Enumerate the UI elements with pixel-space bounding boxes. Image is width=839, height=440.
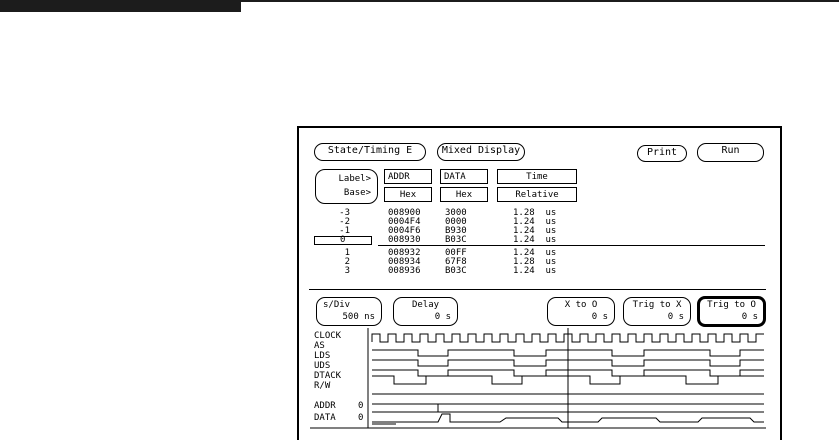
trigger-line (378, 245, 765, 246)
waveform-label: R/W (314, 381, 331, 391)
addr-value: 008932 (388, 248, 421, 258)
trig-to-x-value: 0 s (667, 312, 684, 322)
state-number: 1 (344, 248, 350, 258)
time-value: 1.28 us (513, 257, 557, 267)
time-value: 1.24 us (513, 248, 557, 258)
data-value: 0000 (445, 217, 467, 227)
time-value: 1.24 us (513, 217, 557, 227)
x-to-o-value: 0 s (591, 312, 608, 322)
label-row-text: Label> (338, 174, 371, 184)
x-to-o-label: X to O (564, 300, 598, 310)
print-button[interactable]: Print (637, 145, 687, 162)
addr-label-field[interactable]: ADDR (384, 169, 432, 184)
data-value: 67F8 (445, 257, 467, 267)
bus-value: 0 (358, 413, 364, 423)
trig-to-o-label: Trig to O (707, 300, 756, 310)
time-label-field[interactable]: Time (497, 169, 577, 184)
sdiv-label: s/Div (323, 300, 351, 310)
mode-button[interactable]: State/Timing E (314, 143, 426, 161)
section-divider (309, 289, 766, 290)
trig-to-x-label: Trig to X (632, 300, 682, 310)
x-to-o-field[interactable] (547, 297, 615, 326)
data-value: B930 (445, 226, 467, 236)
time-value: 1.24 us (513, 226, 557, 236)
sdiv-field[interactable] (316, 297, 382, 326)
state-number: -2 (339, 217, 350, 227)
time-value: 1.28 us (513, 208, 557, 218)
state-number: 3 (344, 266, 350, 276)
addr-value: 008930 (388, 235, 421, 245)
data-value: 3000 (445, 208, 467, 218)
data-value: 00FF (445, 248, 467, 258)
trig-to-x-field[interactable] (623, 297, 691, 326)
waveform-label: ADDR (314, 401, 336, 411)
state-number: 0 (340, 235, 346, 245)
state-number: -1 (339, 226, 350, 236)
trig-to-o-field[interactable] (697, 296, 766, 327)
state-number: -3 (339, 208, 350, 218)
header-bar (0, 0, 241, 12)
addr-value: 008900 (388, 208, 421, 218)
delay-field[interactable] (393, 297, 458, 326)
time-base-field[interactable]: Relative (497, 187, 577, 202)
time-value: 1.24 us (513, 235, 557, 245)
delay-label: Delay (411, 300, 440, 310)
data-label-field[interactable]: DATA (440, 169, 488, 184)
addr-value: 0004F6 (388, 226, 421, 236)
waveform-label: AS (314, 341, 325, 351)
addr-value: 008934 (388, 257, 421, 267)
header-rule (241, 0, 839, 2)
display-mode-button[interactable]: Mixed Display (437, 143, 525, 161)
waveform-display[interactable] (300, 328, 780, 432)
sdiv-value: 500 ns (342, 312, 375, 322)
data-base-field[interactable]: Hex (440, 187, 488, 202)
waveform-label: CLOCK (314, 331, 342, 341)
data-value: B03C (445, 235, 467, 245)
delay-value: 0 s (434, 312, 451, 322)
trig-to-o-value: 0 s (741, 312, 758, 322)
label-base-button[interactable] (315, 169, 378, 204)
addr-value: 008936 (388, 266, 421, 276)
state-number: 2 (344, 257, 350, 267)
waveform-label: LDS (314, 351, 331, 361)
time-value: 1.24 us (513, 266, 557, 276)
addr-value: 0004F4 (388, 217, 421, 227)
data-value: B03C (445, 266, 467, 276)
addr-base-field[interactable]: Hex (384, 187, 432, 202)
waveform-label: UDS (314, 361, 331, 371)
waveform-label: DTACK (314, 371, 342, 381)
waveform-label: DATA (314, 413, 336, 423)
run-button[interactable]: Run (697, 143, 764, 162)
base-row-text: Base> (343, 188, 371, 198)
bus-value: 0 (358, 401, 364, 411)
